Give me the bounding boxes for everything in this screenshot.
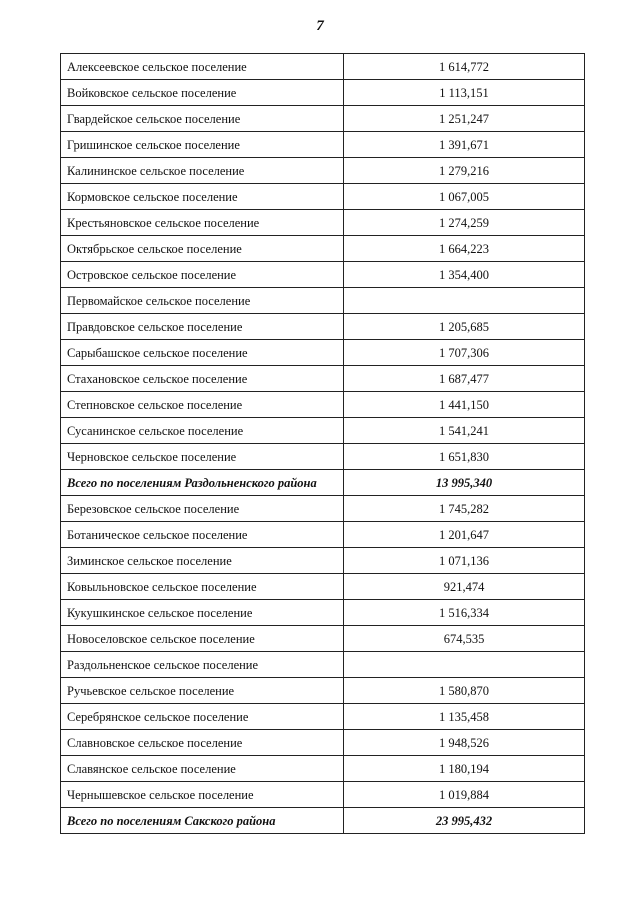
settlement-name: Кукушкинское сельское поселение (61, 600, 344, 626)
settlement-name: Гришинское сельское поселение (61, 132, 344, 158)
settlement-name: Сарыбашское сельское поселение (61, 340, 344, 366)
table-row (61, 288, 585, 314)
settlement-value: 674,535 (344, 626, 585, 652)
table-row (61, 210, 585, 236)
table-row (61, 678, 585, 704)
total-row (61, 808, 585, 834)
settlement-name: Стахановское сельское поселение (61, 366, 344, 392)
settlement-name: Ботаническое сельское поселение (61, 522, 344, 548)
page-number: 7 (316, 18, 324, 34)
table-row (61, 184, 585, 210)
table-row (61, 782, 585, 808)
total-row (61, 470, 585, 496)
settlement-value: 1 516,334 (344, 600, 585, 626)
settlement-value: 1 067,005 (344, 184, 585, 210)
table-row (61, 704, 585, 730)
settlement-value: 1 580,870 (344, 678, 585, 704)
settlement-value: 1 180,194 (344, 756, 585, 782)
settlements-table (60, 53, 585, 834)
settlement-name: Новоселовское сельское поселение (61, 626, 344, 652)
table-row (61, 236, 585, 262)
table-row (61, 652, 585, 678)
total-label: Всего по поселениям Раздольненского района (61, 470, 344, 496)
settlement-value: 921,474 (344, 574, 585, 600)
table-row (61, 730, 585, 756)
settlement-name: Серебрянское сельское поселение (61, 704, 344, 730)
table-row (61, 418, 585, 444)
settlement-name: Ручьевское сельское поселение (61, 678, 344, 704)
table-row (61, 132, 585, 158)
table-row (61, 314, 585, 340)
table-row (61, 496, 585, 522)
settlement-value: 1 614,772 (344, 54, 585, 80)
settlement-name: Алексеевское сельское поселение (61, 54, 344, 80)
table-row (61, 626, 585, 652)
settlement-name: Зиминское сельское поселение (61, 548, 344, 574)
total-label: Всего по поселениям Сакского района (61, 808, 344, 834)
settlement-value: 1 201,647 (344, 522, 585, 548)
settlement-name: Октябрьское сельское поселение (61, 236, 344, 262)
settlement-value: 1 205,685 (344, 314, 585, 340)
settlement-name: Березовское сельское поселение (61, 496, 344, 522)
table-row (61, 444, 585, 470)
settlement-value: 1 745,282 (344, 496, 585, 522)
table-row (61, 262, 585, 288)
settlement-name: Войковское сельское поселение (61, 80, 344, 106)
settlement-value: 1 687,477 (344, 366, 585, 392)
settlement-value: 1 541,241 (344, 418, 585, 444)
settlement-value: 1 651,830 (344, 444, 585, 470)
settlement-name: Степновское сельское поселение (61, 392, 344, 418)
table-row (61, 756, 585, 782)
settlement-value: 1 251,247 (344, 106, 585, 132)
settlement-value: 1 948,526 (344, 730, 585, 756)
settlement-name: Первомайское сельское поселение (61, 288, 344, 314)
table-row (61, 574, 585, 600)
settlement-name: Гвардейское сельское поселение (61, 106, 344, 132)
settlement-value: 1 391,671 (344, 132, 585, 158)
settlement-value (344, 652, 585, 678)
settlement-name: Крестьяновское сельское поселение (61, 210, 344, 236)
settlement-name: Черновское сельское поселение (61, 444, 344, 470)
settlement-value: 1 664,223 (344, 236, 585, 262)
settlement-name: Сусанинское сельское поселение (61, 418, 344, 444)
settlement-name: Чернышевское сельское поселение (61, 782, 344, 808)
settlement-value: 1 354,400 (344, 262, 585, 288)
settlement-value: 1 019,884 (344, 782, 585, 808)
settlement-value: 1 274,259 (344, 210, 585, 236)
table-row (61, 548, 585, 574)
table-row (61, 522, 585, 548)
table-row (61, 106, 585, 132)
settlement-name: Ковыльновское сельское поселение (61, 574, 344, 600)
settlement-name: Славновское сельское поселение (61, 730, 344, 756)
settlement-value: 1 135,458 (344, 704, 585, 730)
table-row (61, 600, 585, 626)
settlement-value: 1 113,151 (344, 80, 585, 106)
settlement-value (344, 288, 585, 314)
table-row (61, 54, 585, 80)
table-row (61, 392, 585, 418)
table-row (61, 366, 585, 392)
settlement-name: Правдовское сельское поселение (61, 314, 344, 340)
total-value: 23 995,432 (344, 808, 585, 834)
settlement-name: Калининское сельское поселение (61, 158, 344, 184)
settlement-name: Островское сельское поселение (61, 262, 344, 288)
table-body (61, 54, 585, 834)
table-row (61, 158, 585, 184)
table-row (61, 340, 585, 366)
settlement-value: 1 071,136 (344, 548, 585, 574)
table-row (61, 80, 585, 106)
total-value: 13 995,340 (344, 470, 585, 496)
settlement-name: Кормовское сельское поселение (61, 184, 344, 210)
settlement-value: 1 707,306 (344, 340, 585, 366)
settlement-name: Славянское сельское поселение (61, 756, 344, 782)
settlement-value: 1 279,216 (344, 158, 585, 184)
settlement-name: Раздольненское сельское поселение (61, 652, 344, 678)
settlement-value: 1 441,150 (344, 392, 585, 418)
